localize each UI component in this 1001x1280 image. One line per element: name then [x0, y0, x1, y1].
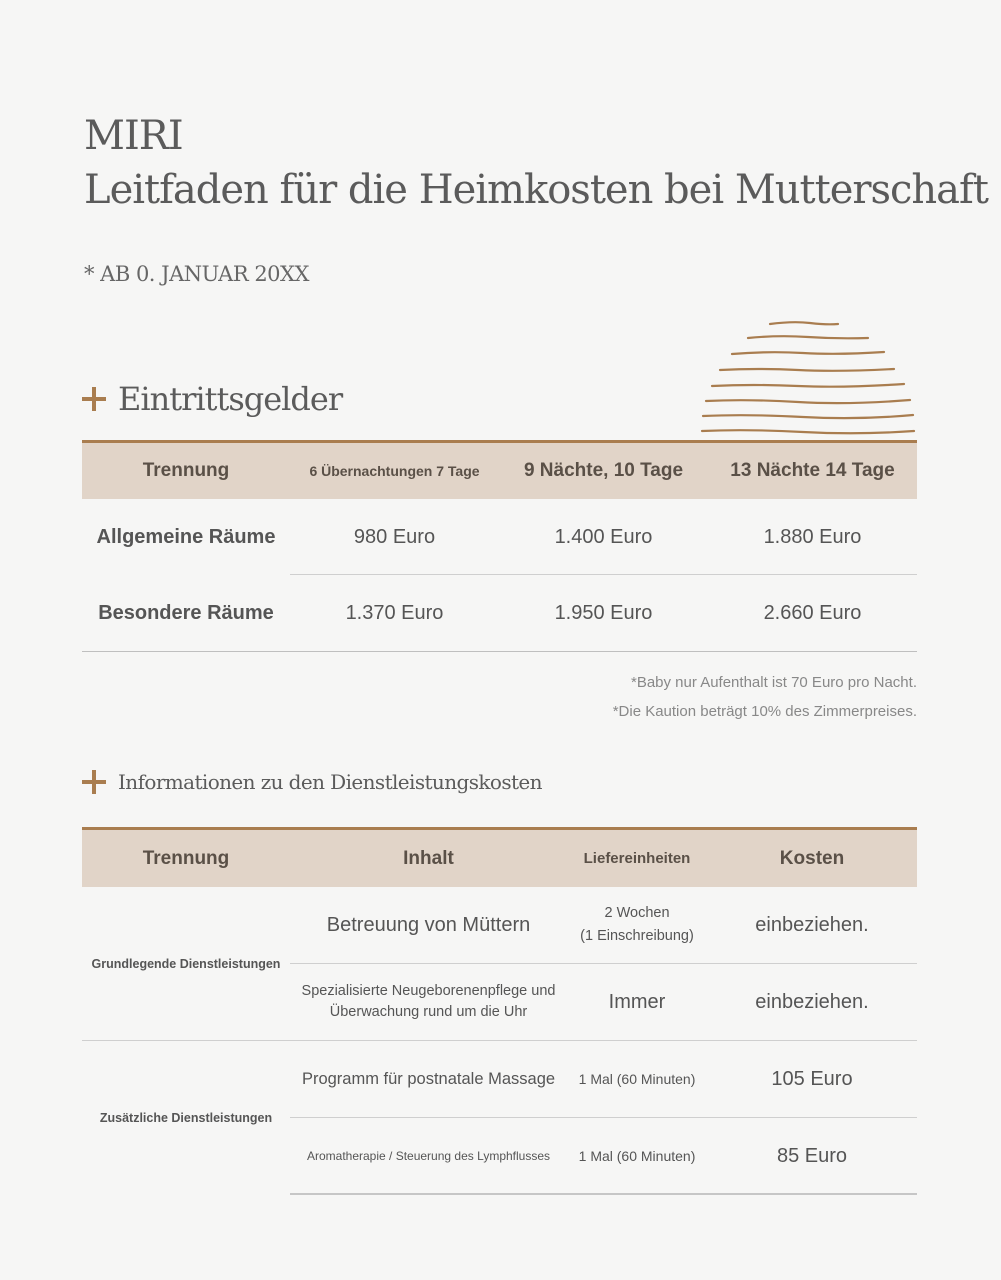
- footnote-deposit: *Die Kaution beträgt 10% des Zimmerpreises.: [612, 703, 917, 720]
- column-header: 6 Übernachtungen 7 Tage: [309, 463, 480, 479]
- unit-line: (1 Einschreibung): [580, 928, 694, 944]
- delivery-unit: [567, 902, 707, 948]
- content-line: Spezialisierte Neugeborenenpflege und: [301, 983, 556, 999]
- plus-icon: [82, 770, 106, 794]
- price-cell: 1.400 Euro: [554, 525, 653, 548]
- price-cell: 1.950 Euro: [554, 601, 653, 624]
- column-header: 9 Nächte, 10 Tage: [523, 460, 684, 481]
- price-cell: 980 Euro: [353, 525, 436, 548]
- cost-cell: einbeziehen.: [755, 913, 869, 936]
- unit-line: 2 Wochen: [604, 905, 670, 921]
- content-line: Überwachung rund um die Uhr: [329, 1004, 528, 1020]
- row-label: Allgemeine Räume: [96, 525, 276, 548]
- table-row: [290, 1041, 917, 1118]
- section-title: Eintrittsgelder: [118, 380, 343, 418]
- price-cell: 2.660 Euro: [763, 601, 862, 624]
- sun-stripes-decoration: [698, 318, 920, 440]
- column-header: Trennung: [142, 847, 230, 869]
- service-content: [290, 981, 567, 1023]
- plus-icon: [82, 387, 106, 411]
- group-label: Grundlegende Dienstleistungen: [91, 956, 281, 971]
- delivery-unit: Immer: [608, 990, 666, 1013]
- price-cell: 1.880 Euro: [763, 525, 862, 548]
- row-label: Besondere Räume: [98, 601, 274, 624]
- column-header: Trennung: [142, 460, 230, 481]
- service-content: Aromatherapie / Steuerung des Lymphflusses: [306, 1149, 551, 1163]
- table-row: [290, 1118, 917, 1194]
- cost-cell: einbeziehen.: [755, 990, 869, 1013]
- table-row: [290, 887, 917, 964]
- column-header: Kosten: [779, 847, 845, 869]
- table-row: [290, 964, 917, 1040]
- table-bottom-rule: [290, 1193, 917, 1195]
- column-header: Inhalt: [403, 847, 454, 869]
- section-title: Informationen zu den Dienstleistungskosten: [118, 770, 542, 794]
- cost-cell: 85 Euro: [776, 1144, 848, 1167]
- delivery-unit: 1 Mal (60 Minuten): [578, 1148, 696, 1164]
- table-header-row: [82, 830, 917, 887]
- footnote-baby: *Baby nur Aufenthalt ist 70 Euro pro Nacht.: [630, 674, 917, 691]
- section-service-costs: [82, 770, 542, 794]
- table-row: [82, 499, 917, 575]
- service-group: [82, 1041, 917, 1194]
- service-costs-table: [82, 827, 917, 1194]
- group-label: Zusätzliche Dienstleistungen: [99, 1110, 273, 1125]
- service-content: Programm für postnatale Massage: [301, 1069, 556, 1088]
- column-header: Liefereinheiten: [583, 850, 691, 867]
- section-admission-fees: [82, 380, 342, 418]
- page-title: Leitfaden für die Heimkosten bei Mutterschaft: [84, 167, 988, 213]
- table-header-row: [82, 443, 917, 499]
- service-content: Betreuung von Müttern: [326, 913, 531, 936]
- brand-name: MIRI: [84, 113, 183, 159]
- admission-fees-table: [82, 440, 917, 652]
- column-header: 13 Nächte 14 Tage: [730, 460, 895, 481]
- effective-date: * AB 0. JANUAR 20XX: [84, 262, 309, 286]
- cost-cell: 105 Euro: [771, 1067, 853, 1090]
- delivery-unit: 1 Mal (60 Minuten): [578, 1071, 696, 1087]
- service-group: [82, 887, 917, 1041]
- price-cell: 1.370 Euro: [345, 601, 444, 624]
- table-row: [82, 575, 917, 652]
